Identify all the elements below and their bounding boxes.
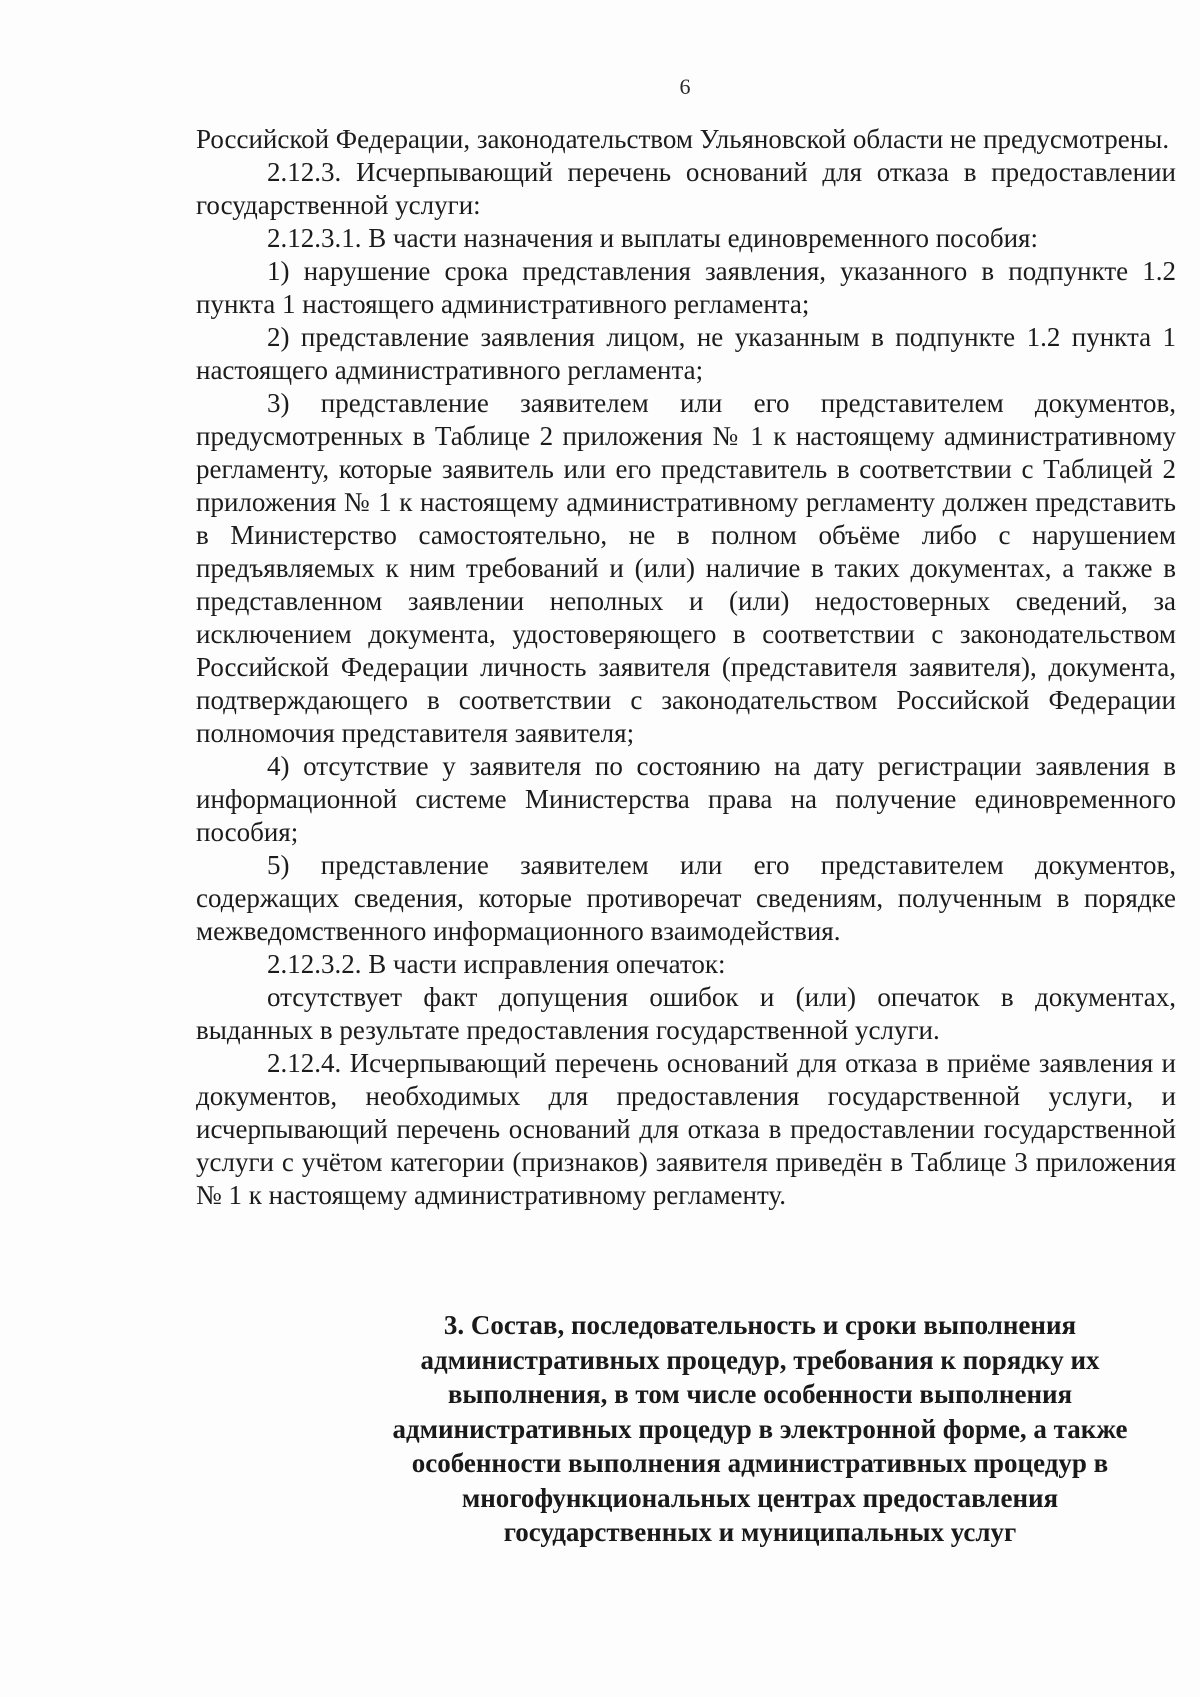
paragraph: 1) нарушение срока представления заявления, указанного в подпункте 1.2 пункта 1 настоящего административного регламента;: [196, 256, 1176, 319]
section-heading-line: многофункциональных центрах предоставления: [461, 1482, 1059, 1513]
paragraph: 3) представление заявителем или его представителем документов, предусмотренных в Таблице 2 приложения № 1 к настоящему административному регламенту, которые заявитель или его представитель в соответствии с Таблицей 2 приложения № 1 к настоящему административному регламенту должен представить в Министерство самостоятельно, не в полном объёме либо с нарушением предъявляемых к ним требований и (или) наличие в таких документах, а также в представленном заявлении неполных и (или) недостоверных сведений, за исключением документа, удостоверяющего в соответствии с законодательством Российской Федерации личность заявителя (представителя заявителя), документа, подтверждающего в соответствии с законодательством Российской Федерации полномочия представителя заявителя;: [196, 388, 1176, 748]
section-heading: [330, 1308, 1190, 1550]
section-heading-line: государственных и муниципальных услуг: [503, 1517, 1017, 1547]
paragraph: 2.12.3.1. В части назначения и выплаты единовременного пособия:: [267, 223, 1038, 253]
paragraph: 5) представление заявителем или его представителем документов, содержащих сведения, которые противоречат сведениям, полученным в порядке межведомственного информационного взаимодействия.: [196, 850, 1176, 946]
paragraph: 2) представление заявления лицом, не указанным в подпункте 1.2 пункта 1 настоящего административного регламента;: [196, 322, 1176, 385]
paragraph: 2.12.4. Исчерпывающий перечень оснований для отказа в приёме заявления и документов, необходимых для предоставления государственной услуги, и исчерпывающий перечень оснований для отказа в предоставлении государственной услуги с учётом категории (признаков) заявителя приведён в Таблице 3 приложения № 1 к настоящему административному регламенту.: [196, 1048, 1176, 1210]
section-heading-line: административных процедур, требования к порядку их: [420, 1344, 1100, 1375]
paragraph: 4) отсутствие у заявителя по состоянию на дату регистрации заявления в информационной системе Министерства права на получение единовременного пособия;: [196, 751, 1176, 847]
paragraph: Российской Федерации, законодательством Ульяновской области не предусмотрены.: [196, 124, 1170, 154]
document-body: [196, 123, 1176, 1212]
section-heading-line: 3. Состав, последовательность и сроки выполнения: [443, 1310, 1077, 1340]
paragraph: 2.12.3. Исчерпывающий перечень оснований для отказа в предоставлении государственной услуги:: [196, 157, 1176, 220]
page-number: 6: [679, 74, 691, 99]
section-heading-line: административных процедур в электронной форме, а также: [392, 1413, 1128, 1444]
paragraph: отсутствует факт допущения ошибок и (или) опечаток в документах, выданных в результате предоставления государственной услуги.: [196, 982, 1176, 1045]
section-heading-line: особенности выполнения административных процедур в: [411, 1448, 1109, 1478]
paragraph: 2.12.3.2. В части исправления опечаток:: [267, 949, 726, 979]
section-heading-line: выполнения, в том числе особенности выполнения: [447, 1379, 1073, 1409]
